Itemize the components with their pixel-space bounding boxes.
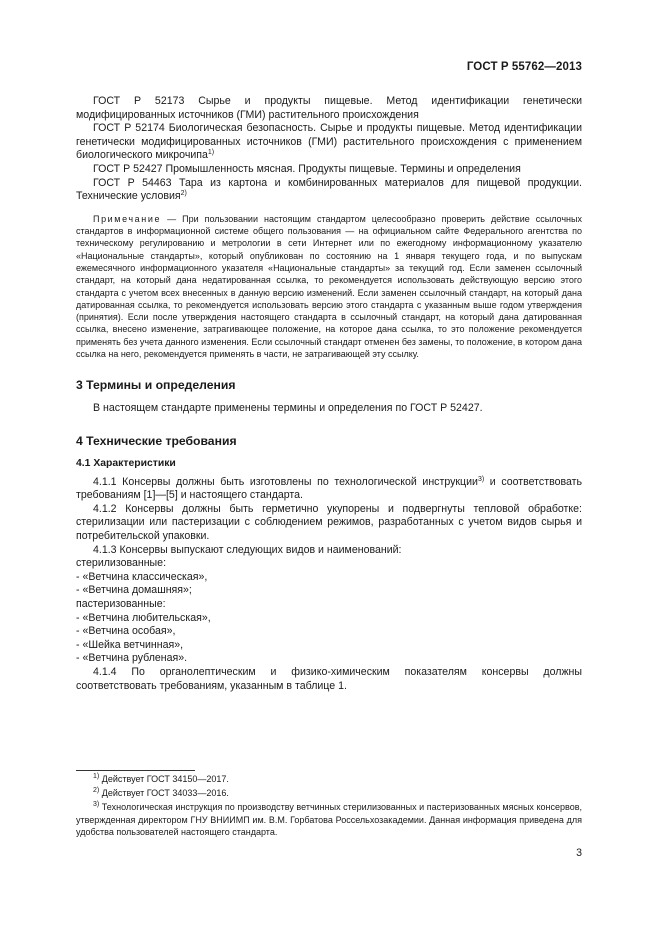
clause-4-1-3: 4.1.3 Консервы выпускают следующих видов и наименований:	[93, 543, 402, 556]
footnote-divider	[76, 770, 195, 771]
footnote-number: 1)	[93, 773, 100, 780]
footnote: $^{2)}$ Действует ГОСТ 34033—2016.	[93, 787, 229, 799]
footnote-mark[interactable]: 2)	[180, 190, 187, 198]
note-lead: Примечание	[93, 213, 162, 224]
group-label-sterilized: стерилизованные:	[76, 557, 167, 570]
list-item: - «Ветчина рубленая».	[76, 652, 188, 665]
footnote-number: 3)	[93, 801, 100, 809]
page-number: 3	[576, 847, 582, 859]
footnotes	[76, 773, 582, 840]
subsection-4-1-title: 4.1 Характеристики	[76, 458, 176, 470]
reference-item: ГОСТ Р 52427 Промышленность мясная. Продукты пищевые. Термины и определения	[93, 162, 521, 175]
footnote: $^{3)}$ Технологическая инструкция по производству ветчинных стерилизованных и пастеризованных мясных консервов, утвержденная директором ГНУ ВНИИМП им. В.М. Горбатова Россельхозакадемии. Данная информация приведена для удобства пользователей настоящего стандарта.	[76, 801, 582, 837]
clause-4-1-1: 4.1.1 Консервы должны быть изготовлены по технологической инструкции$^{3)}$ и соответствовать требованиям [1]—[5] и настоящего стандарта.	[76, 475, 583, 502]
product-list-pasteurized	[76, 612, 582, 666]
footnote-number: 2)	[93, 787, 100, 795]
note-paragraph	[76, 213, 582, 361]
section-3-text: В настоящем стандарте применены термины и определения по ГОСТ Р 52427.	[93, 401, 483, 414]
list-item: - «Ветчина домашняя»;	[76, 584, 192, 597]
footnote-mark[interactable]: 3)	[477, 475, 485, 483]
list-item: - «Ветчина классическая»,	[76, 570, 208, 583]
product-list-sterilized	[76, 571, 582, 598]
group-label-pasteurized: пастеризованные:	[76, 598, 166, 611]
note-text: — При пользовании настоящим стандартом целесообразно проверить действие ссылочных стандартов в информационной системе общего пользования — на официальном сайте Федерального агентства по техническому регулированию и метрологии в сети Интернет или по ежегодному информационному указателю «Национальные стандарты», который опубликован по состоянию на 1 января текущего года, и по выпускам ежемесячного информационного указателя «Национальные стандарты» за текущий год. Если заменен ссылочный стандарт, на который дана недатированная ссылка, то рекомендуется использовать действующую версию этого стандарта с учетом всех внесенных в данную версию изменений. Если заменен ссылочный стандарт, на который дана датированная ссылка, то рекомендуется использовать версию этого стандарта с указанным выше годом утверждения (принятия). Если после утверждения настоящего стандарта в ссылочный стандарт, на который дана датированная ссылка, внесено изменение, затрагивающее положение, на которое дана ссылка, то это положение рекомендуется применять без учета данного изменения. Если ссылочный стандарт отменен без замены, то положение, в котором дана ссылка на него, рекомендуется применять в части, не затрагивающей эту ссылку.	[76, 213, 582, 360]
footnote: $^{1)}$ Действует ГОСТ 34150—2017.	[93, 773, 229, 784]
section-4-title: 4 Технические требования	[76, 433, 237, 448]
reference-item: ГОСТ Р 52174 Биологическая безопасность. Сырье и продукты пищевые. Метод идентификации генетически модифицированных источников (ГМИ) растительного происхождения с применением биологического микрочипа$^{1)}$	[76, 122, 582, 162]
reference-item: ГОСТ Р 52173 Сырье и продукты пищевые. Метод идентификации генетически модифицированных источников (ГМИ) растительного происхождения	[76, 95, 582, 121]
list-item: - «Ветчина особая»,	[76, 625, 176, 638]
clause-4-1-2: 4.1.2 Консервы должны быть герметично укупорены и подвергнуты тепловой обработке: стерилизации или пастеризации с соблюдением режимов, разработанных с учетом видов сырья и потребительской упаковки.	[76, 502, 582, 543]
page-body	[76, 95, 582, 693]
list-item: - «Ветчина любительская»,	[76, 611, 211, 624]
document-code-header: ГОСТ Р 55762—2013	[466, 61, 582, 73]
clause-4-1-4: 4.1.4 По органолептическим и физико-химическим показателям консервы должны соответствовать требованиям, указанным в таблице 1.	[76, 666, 582, 692]
section-3-title: 3 Термины и определения	[76, 378, 236, 393]
footnote-mark[interactable]: 1)	[207, 149, 215, 157]
reference-item: ГОСТ Р 54463 Тара из картона и комбинированных материалов для пищевой продукции. Технические условия$^{2)}$	[76, 176, 582, 203]
list-item: - «Шейка ветчинная»,	[76, 638, 184, 651]
